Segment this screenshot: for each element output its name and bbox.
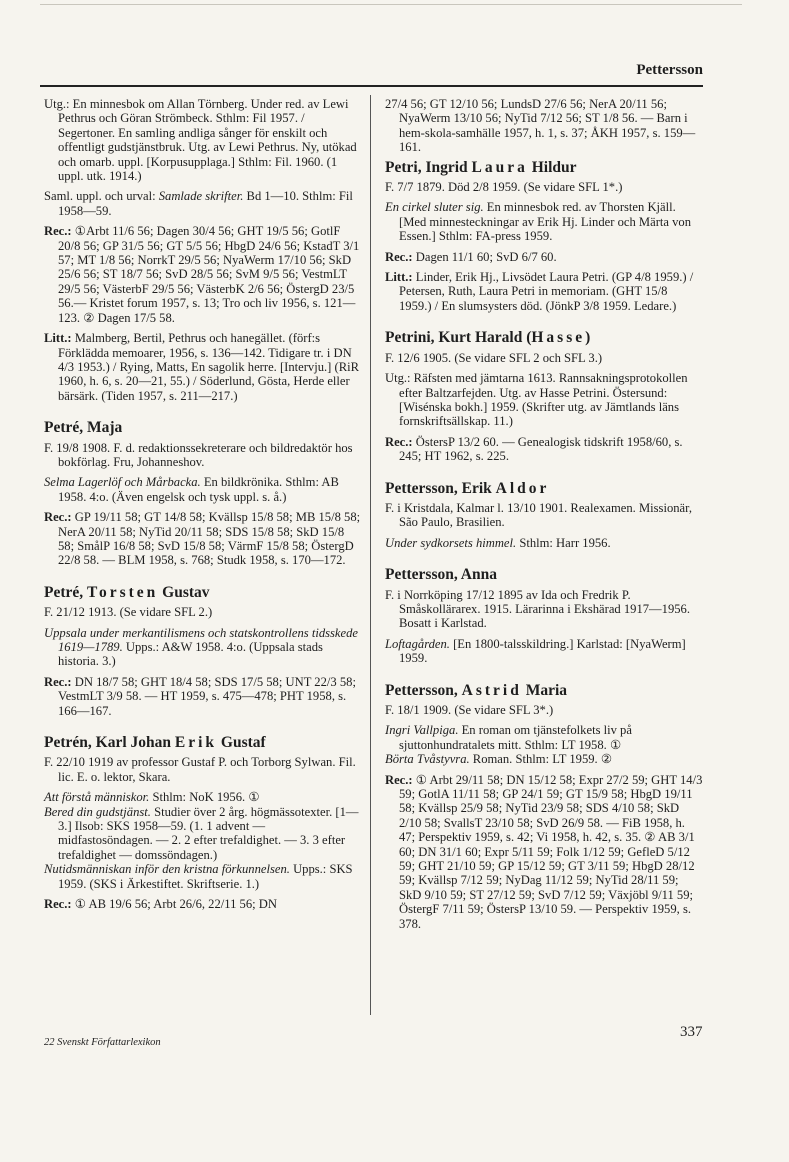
anna-work: Loftagården. [En 1800-talsskildring.] Karlstad: [NyaWerm] 1959. xyxy=(385,636,686,666)
pethrus-rec: Rec.: ①Arbt 11/6 56; Dagen 30/4 56; GHT 19/5 56; GotlF 20/8 56; GP 31/5 56; GT 5/5 56; HbgD 24/6 56; KstadT 3/1 57; MT 1/8 56; NorrkT 29/5 56; NyaWerm 17/10 56; SkD 25/6 56; ST 18/7 56; SvD 28/5 56; SvM 9/5 56; VestmLT 29/5 56; VästerbF 29/5 56; VästerbK 2/6 56; ÖstergD 23/5 56.— Kristet forum 1957, s. 13; Tro och liv 1956, s. 121—123. ② Dagen 17/5 58. xyxy=(44,224,360,325)
top-edge-line xyxy=(40,4,742,5)
erik-bio: F. 22/10 1919 av professor Gustaf P. och Torborg Sylwan. Fil. lic. E. o. lektor, Skara. xyxy=(44,755,356,784)
entry-title-maja: Petré, Maja xyxy=(44,419,123,437)
pethrus-saml: Saml. uppl. och urval: Samlade skrifter. Bd 1—10. Sthlm: Fil 1958—59. xyxy=(44,189,353,218)
entry-title-hasse: Petrini, Kurt Harald (Hasse) xyxy=(385,329,591,347)
hasse-utg: Utg.: Räfsten med jämtarna 1613. Rannsakningsprotokollen efter Baltzarfejden. Utg. av Hasse Petrini. Östersund: [Wisénska bokh.] 1959. (Skrifter utg. av Jämtlands läns fornskriftsällskap. 11.) xyxy=(385,371,688,429)
astrid-work-2: Börta Tvåstyvra. Roman. Sthlm: LT 1959. ② xyxy=(385,752,613,767)
laura-work: En cirkel sluter sig. En minnesbok red. av Thorsten Kjäll. [Med minnesteckningar av Erik Hj. Linder och Märta von Essen.] Sthlm: FA-press 1959. xyxy=(385,200,692,244)
erik-work-1: Att förstå människor. Sthlm: NoK 1956. ① xyxy=(44,790,260,805)
erik-work-2: Bered din gudstjänst. Studier över 2 årg. högmässotexter. [1—3.] Ilsob: SKS 1958—59. (1. 1 advent — midfastosöndagen. — 2. 2 efter trefaldighet. — 3. 3 efter trefaldighet — domssöndagen.) xyxy=(44,804,359,862)
aldor-work: Under sydkorsets himmel. Sthlm: Harr 1956. xyxy=(385,535,611,550)
torsten-rec: Rec.: DN 18/7 58; GHT 18/4 58; SDS 17/5 58; UNT 22/3 58; VestmLT 3/9 58. — HT 1959, s. 475—478; PHT 1958, s. 166—167. xyxy=(44,674,356,718)
astrid-rec: Rec.: ① Arbt 29/11 58; DN 15/12 58; Expr 27/2 59; GHT 14/3 59; GotlA 11/11 58; GP 24/1 59; GT 15/9 58; HbgD 19/11 58; Kvällsp 25/9 58; NyTid 23/9 58; SDS 4/10 58; SkD 2/10 58; SvallsT 23/10 58; SvD 26/9 58. — FiB 1958, h. 47; Perspektiv 1959, s. 42; Vi 1958, h. 42, s. 35. ② AB 3/1 60; DN 31/1 60; Expr 5/11 59; Folk 1/12 59; GefleD 5/12 59; GHT 21/10 59; GP 15/12 59; GT 3/11 59; HbgD 28/12 59; Kvällsp 7/12 59; NyDag 11/12 59; NyTid 28/11 59; SkD 9/10 59; ST 27/12 59; SvD 7/12 59; Växjöbl 9/11 59; ÖstergF 7/11 59; ÖstersP 13/10 59. — Perspektiv 1959, s. 378. xyxy=(385,772,703,931)
pethrus-utg: Utg.: En minnesbok om Allan Törnberg. Under red. av Lewi Pethrus och Göran Strömbeck. Sthlm: Fil 1957. / Segertoner. En samling andliga sånger för enskilt och offentligt gudstjänstbruk. Utg. av Lewi Pethrus. Ny, utökad och omarb. uppl. [Korpusupplaga.] Sthlm: Fil. 1960. (1 uppl. utk. 1914.) xyxy=(44,97,357,184)
page-number: 337 xyxy=(680,1024,703,1040)
laura-bio: F. 7/7 1879. Död 2/8 1959. (Se vidare SFL 1*.) xyxy=(385,180,623,195)
erik-rec: Rec.: ① AB 19/6 56; Arbt 26/6, 22/11 56; DN xyxy=(44,897,277,912)
astrid-work-1: Ingri Vallpiga. En roman om tjänstefolkets liv på sjuttonhundratalets mitt. Sthlm: LT 1958. ① xyxy=(385,723,632,752)
aldor-bio: F. i Kristdala, Kalmar l. 13/10 1901. Realexamen. Missionär, São Paulo, Brasilien. xyxy=(385,500,692,530)
header-rule xyxy=(40,85,703,87)
entry-title-astrid: Pettersson, Astrid Maria xyxy=(385,681,568,699)
right-column xyxy=(385,97,703,937)
entry-title-aldor: Pettersson, Erik Aldor xyxy=(385,479,550,497)
laura-litt: Litt.: Linder, Erik Hj., Livsödet Laura Petri. (GP 4/8 1959.) / Petersen, Ruth, Laura Petri in memoriam. (GHT 15/8 1959.) / En slumsysters död. (JönkP 3/8 1959. Ledare.) xyxy=(385,270,694,313)
running-head: Pettersson xyxy=(636,62,703,78)
astrid-bio: F. 18/1 1909. (Se vidare SFL 3*.) xyxy=(385,703,554,717)
maja-bio: F. 19/8 1908. F. d. redaktionssekreterare och bildredaktör hos bokförlag. Fru, Johanneshov. xyxy=(44,440,353,469)
maja-work: Selma Lagerlöf och Mårbacka. En bildkrönika. Sthlm: AB 1958. 4:o. (Även engelsk och tysk uppl. s. å.) xyxy=(44,475,339,504)
pethrus-litt: Litt.: Malmberg, Bertil, Pethrus och hanegället. (förf:s Förklädda memoarer, 1956, s. 136—142. Tidigare tr. i DN 4/3 1953.) / Rying, Matts, En sagolik herre. [Intervju.] (RiR 1960, h. 6, s. 20—21, 55.) / Söderlund, Gösta, Herde eller bärsärk. (Tiden 1957, s. 211—217.) xyxy=(44,331,360,403)
torsten-bio: F. 21/12 1913. (Se vidare SFL 2.) xyxy=(44,605,213,620)
left-column xyxy=(44,97,362,918)
entry-title-erik: Petrén, Karl Johan Erik Gustaf xyxy=(44,734,266,752)
erik-rec-continued: 27/4 56; GT 12/10 56; LundsD 27/6 56; NerA 20/11 56; NyaWerm 13/10 56; NyTid 7/12 56; ST 1/8 56. — Barn i hem-skola-samhälle 1957, h. 1, s. 37; ÅKH 1957, s. 159—161. xyxy=(385,97,696,155)
laura-rec: Rec.: Dagen 11/1 60; SvD 6/7 60. xyxy=(385,249,557,264)
anna-bio: F. i Norrköping 17/12 1895 av Ida och Fredrik P. Småskollärarex. 1915. Lärarinna i Ekshärad 1917—1956. Bosatt i Karlstad. xyxy=(385,587,690,631)
torsten-work: Uppsala under merkantilismens och statskontrollens tidsskede 1619—1789. Upps.: A&W 1958. 4:o. (Uppsala stads historia. 3.) xyxy=(44,625,358,669)
hasse-rec: Rec.: ÖstersP 13/2 60. — Genealogisk tidskrift 1958/60, s. 245; HT 1962, s. 225. xyxy=(385,434,683,464)
footer-signature: 22 Svenskt Författarlexikon xyxy=(44,1037,161,1048)
entry-title-laura: Petri, Ingrid Laura Hildur xyxy=(385,158,577,176)
hasse-bio: F. 12/6 1905. (Se vidare SFL 2 och SFL 3.) xyxy=(385,350,603,365)
entry-title-anna: Pettersson, Anna xyxy=(385,566,497,584)
column-divider xyxy=(370,95,371,1015)
erik-work-3: Nutidsmänniskan inför den kristna förkunnelsen. Upps.: SKS 1959. (SKS i Ärkestiftet. Skriftserie. 1.) xyxy=(44,862,353,891)
entry-title-torsten: Petré, Torsten Gustav xyxy=(44,583,210,601)
maja-rec: Rec.: GP 19/11 58; GT 14/8 58; Kvällsp 15/8 58; MB 15/8 58; NerA 20/11 58; NyTid 20/11 58; SDS 15/8 58; SkD 15/8 58; SmålP 16/8 58; SvD 15/8 58; VärmF 15/8 58; ÖstergD 22/8 58. — BLM 1958, s. 768; Studk 1958, s. 170—172. xyxy=(44,510,361,568)
